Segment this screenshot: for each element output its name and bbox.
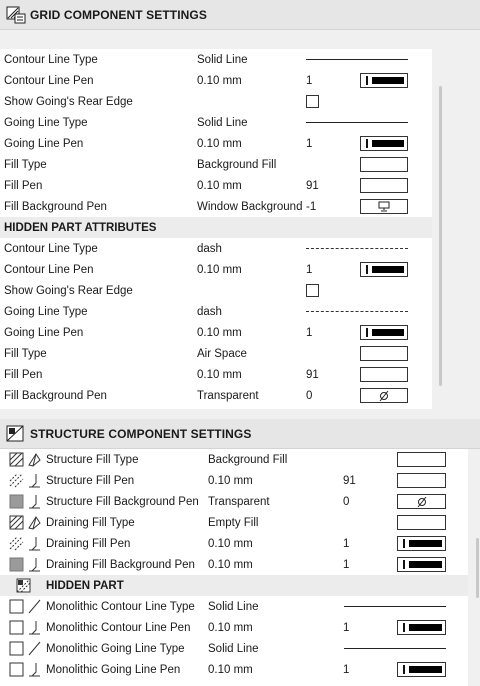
setting-label: Contour Line Type: [4, 53, 98, 66]
pen-color-fill: [372, 77, 404, 84]
setting-value[interactable]: Background Fill: [208, 453, 288, 466]
pen-icon: [27, 557, 42, 572]
pen-icon: [27, 473, 42, 488]
setting-label: Monolithic Going Line Pen: [46, 663, 181, 676]
pen-icon: [27, 494, 42, 509]
setting-label: Fill Type: [4, 158, 47, 171]
line-type-dash-preview[interactable]: [306, 311, 408, 312]
grid-scrollbar[interactable]: [439, 86, 442, 386]
fill-type-icon: [27, 515, 42, 530]
setting-row[interactable]: [0, 154, 432, 175]
transparent-swatch[interactable]: [397, 494, 446, 509]
setting-value[interactable]: Solid Line: [208, 600, 259, 613]
setting-row[interactable]: [0, 533, 468, 554]
setting-row[interactable]: [0, 617, 468, 638]
line-type-dash-preview[interactable]: [306, 248, 408, 249]
pen-weight-marker: [366, 328, 368, 337]
setting-number: 91: [306, 368, 319, 381]
setting-label: Draining Fill Type: [46, 516, 135, 529]
setting-number: 1: [343, 663, 350, 676]
pen-color-swatch[interactable]: [360, 136, 408, 151]
setting-value[interactable]: 0.10 mm: [208, 474, 253, 487]
setting-value[interactable]: Solid Line: [197, 116, 248, 129]
pen-color-fill: [372, 329, 404, 336]
outline-square-icon: [9, 662, 24, 677]
pen-weight-marker: [403, 665, 405, 674]
setting-number: 1: [343, 621, 350, 634]
setting-value[interactable]: 0.10 mm: [208, 663, 253, 676]
pen-weight-marker: [366, 76, 368, 85]
setting-label: Going Line Pen: [4, 137, 84, 150]
structure-section-header[interactable]: [0, 419, 480, 449]
setting-value[interactable]: Transparent: [197, 389, 259, 402]
setting-row[interactable]: [0, 280, 432, 301]
pen-color-fill: [409, 540, 442, 547]
diagonal-line-icon: [27, 641, 42, 656]
setting-label: Fill Background Pen: [4, 389, 107, 402]
setting-value[interactable]: 0.10 mm: [208, 621, 253, 634]
setting-label: Contour Line Pen: [4, 263, 94, 276]
fill-pattern-icon: [9, 452, 24, 467]
fill-swatch[interactable]: [360, 157, 408, 172]
outline-square-icon: [9, 620, 24, 635]
setting-value[interactable]: Empty Fill: [208, 516, 259, 529]
setting-number: 1: [343, 537, 350, 550]
setting-value[interactable]: 0.10 mm: [197, 263, 242, 276]
setting-value[interactable]: Window Background: [197, 200, 303, 213]
pen-weight-marker: [366, 265, 368, 274]
setting-row[interactable]: [0, 364, 432, 385]
setting-number: 91: [343, 474, 356, 487]
setting-row[interactable]: [0, 491, 468, 512]
setting-row[interactable]: [0, 512, 468, 533]
setting-label: Draining Fill Background Pen: [46, 558, 195, 571]
outline-square-icon: [9, 599, 24, 614]
pen-weight-marker: [366, 139, 368, 148]
setting-label: Structure Fill Background Pen: [46, 495, 199, 508]
setting-number: -1: [306, 200, 317, 213]
pen-color-swatch[interactable]: [360, 262, 408, 277]
hidden-part-header[interactable]: [0, 575, 468, 596]
gray-square-icon: [9, 557, 24, 572]
fill-swatch[interactable]: [397, 515, 446, 530]
setting-label: Fill Pen: [4, 179, 43, 192]
gray-square-icon: [9, 494, 24, 509]
setting-label: Going Line Type: [4, 116, 88, 129]
pen-color-fill: [409, 666, 442, 673]
setting-value[interactable]: Transparent: [208, 495, 270, 508]
setting-row[interactable]: [0, 322, 432, 343]
pen-color-swatch[interactable]: [397, 620, 446, 635]
pen-color-swatch[interactable]: [360, 325, 408, 340]
setting-value[interactable]: 0.10 mm: [208, 537, 253, 550]
setting-value[interactable]: Air Space: [197, 347, 247, 360]
outline-square-icon: [9, 641, 24, 656]
setting-label: Monolithic Contour Line Type: [46, 600, 195, 613]
setting-label: Monolithic Contour Line Pen: [46, 621, 191, 634]
setting-value[interactable]: 0.10 mm: [197, 179, 242, 192]
setting-value[interactable]: Solid Line: [197, 53, 248, 66]
setting-row[interactable]: [0, 554, 468, 575]
setting-label: Fill Type: [4, 347, 47, 360]
hidden-part-icon: [16, 578, 31, 593]
setting-value[interactable]: 0.10 mm: [197, 137, 242, 150]
setting-label: Going Line Type: [4, 305, 88, 318]
setting-value[interactable]: 0.10 mm: [197, 326, 242, 339]
setting-number: 1: [306, 137, 313, 150]
fill-type-icon: [27, 452, 42, 467]
setting-row[interactable]: [0, 70, 432, 91]
setting-label: Structure Fill Pen: [46, 474, 135, 487]
setting-number: 91: [306, 179, 319, 192]
pen-icon: [27, 536, 42, 551]
line-type-solid-preview[interactable]: [306, 122, 408, 123]
null-symbol-icon: [378, 390, 390, 402]
setting-label: Show Going's Rear Edge: [4, 95, 133, 108]
setting-value[interactable]: 0.10 mm: [208, 558, 253, 571]
line-type-solid-preview[interactable]: [344, 606, 446, 607]
pen-color-swatch[interactable]: [397, 662, 446, 677]
setting-row[interactable]: [0, 133, 432, 154]
setting-label: Contour Line Pen: [4, 74, 94, 87]
setting-row[interactable]: [0, 385, 432, 406]
setting-row[interactable]: [0, 638, 468, 659]
setting-value[interactable]: dash: [197, 305, 222, 318]
setting-label: Monolithic Going Line Type: [46, 642, 185, 655]
fill-swatch[interactable]: [360, 178, 408, 193]
setting-number: 1: [306, 74, 313, 87]
setting-row[interactable]: [0, 259, 432, 280]
setting-number: 0: [343, 495, 350, 508]
hidden-part-title: HIDDEN PART: [46, 579, 124, 592]
setting-row[interactable]: [0, 196, 432, 217]
setting-label: Contour Line Type: [4, 242, 98, 255]
pen-color-fill: [372, 266, 404, 273]
show-rear-edge-checkbox[interactable]: [306, 284, 319, 297]
setting-label: Fill Pen: [4, 368, 43, 381]
grid-settings-panel: [0, 49, 432, 409]
setting-row[interactable]: [0, 659, 468, 680]
fill-swatch[interactable]: [397, 452, 446, 467]
pen-weight-marker: [403, 623, 405, 632]
null-symbol-icon: [416, 496, 428, 508]
setting-row[interactable]: [0, 112, 432, 133]
fill-hatch-icon: [9, 536, 24, 551]
setting-row[interactable]: [0, 301, 432, 322]
setting-label: Show Going's Rear Edge: [4, 284, 133, 297]
monitor-icon: [378, 201, 390, 212]
setting-label: Draining Fill Pen: [46, 537, 131, 550]
pen-color-swatch[interactable]: [397, 536, 446, 551]
setting-value[interactable]: Solid Line: [208, 642, 259, 655]
structure-settings-icon: [6, 425, 26, 443]
grid-section-header[interactable]: [0, 0, 480, 30]
setting-value[interactable]: Background Fill: [197, 158, 277, 171]
setting-value[interactable]: 0.10 mm: [197, 368, 242, 381]
line-type-solid-preview[interactable]: [344, 648, 446, 649]
setting-row[interactable]: [0, 175, 432, 196]
grid-section-title: GRID COMPONENT SETTINGS: [30, 7, 207, 22]
pen-color-swatch[interactable]: [397, 557, 446, 572]
fill-hatch-icon: [9, 473, 24, 488]
pen-color-fill: [409, 624, 442, 631]
window-background-swatch[interactable]: [360, 199, 408, 214]
pen-icon: [27, 662, 42, 677]
setting-number: 1: [306, 263, 313, 276]
show-rear-edge-checkbox[interactable]: [306, 95, 319, 108]
setting-row[interactable]: [0, 449, 468, 470]
pen-color-fill: [372, 140, 404, 147]
pen-color-swatch[interactable]: [360, 73, 408, 88]
pen-icon: [27, 620, 42, 635]
hidden-part-title: HIDDEN PART ATTRIBUTES: [4, 221, 157, 234]
setting-label: Going Line Pen: [4, 326, 84, 339]
fill-pattern-icon: [9, 515, 24, 530]
line-type-solid-preview[interactable]: [306, 59, 408, 60]
setting-row[interactable]: [0, 91, 432, 112]
setting-number: 1: [306, 326, 313, 339]
setting-row[interactable]: [0, 596, 468, 617]
fill-swatch[interactable]: [360, 346, 408, 361]
setting-row[interactable]: [0, 49, 432, 70]
setting-row[interactable]: [0, 470, 468, 491]
setting-row[interactable]: [0, 238, 432, 259]
setting-number: 0: [306, 389, 313, 402]
setting-value[interactable]: 0.10 mm: [197, 74, 242, 87]
setting-value[interactable]: dash: [197, 242, 222, 255]
setting-number: 1: [343, 558, 350, 571]
structure-scrollbar[interactable]: [476, 538, 479, 598]
setting-row[interactable]: [0, 343, 432, 364]
fill-swatch[interactable]: [397, 473, 446, 488]
grid-settings-icon: [6, 6, 26, 24]
structure-section-title: STRUCTURE COMPONENT SETTINGS: [30, 426, 252, 441]
setting-label: Fill Background Pen: [4, 200, 107, 213]
pen-color-fill: [409, 561, 442, 568]
diagonal-line-icon: [27, 599, 42, 614]
pen-weight-marker: [403, 539, 405, 548]
transparent-swatch[interactable]: [360, 388, 408, 403]
structure-settings-panel: [0, 449, 468, 686]
pen-weight-marker: [403, 560, 405, 569]
hidden-part-header[interactable]: [0, 217, 432, 238]
fill-swatch[interactable]: [360, 367, 408, 382]
setting-label: Structure Fill Type: [46, 453, 139, 466]
